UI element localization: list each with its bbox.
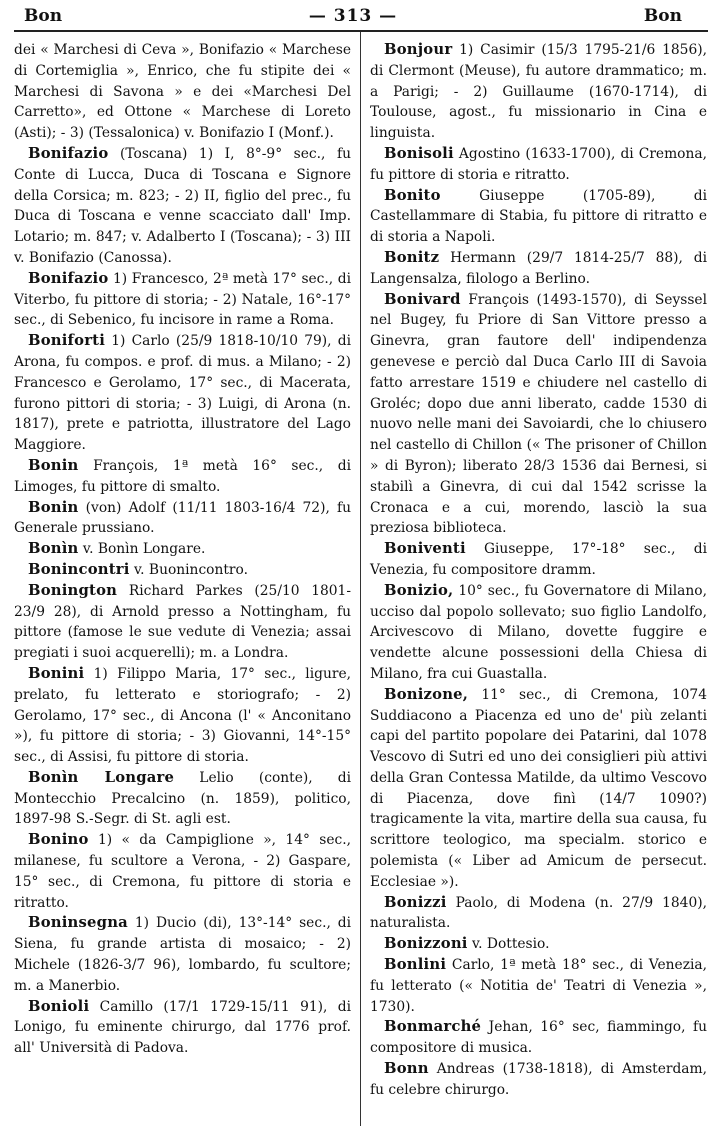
entry-headword: Bonito — [384, 186, 441, 204]
entry-headword: Bonincontri — [28, 560, 130, 578]
entry-text: 11° sec., di Cremona, 1074 Suddiacono a Piacenza ed uno de' più zelanti capi del partito popolare dei Patarini, dal 1078 Vescovo di Sutri ed uno dei consiglieri più attivi della Gran Contessa Matilde, da ultimo Vescovo di Piacenza, dove finì (14/7 1090?) tragicamente la vita, martire della sua causa, fu scrittore teologico, ma specialm. storico e polemista (« Liber ad Amicum de persecut. Ecclesiae »). — [370, 686, 707, 890]
left-column-entry — [14, 498, 351, 540]
entry-headword: Bonifazio — [28, 144, 109, 162]
entry-text: v. Dottesio. — [472, 936, 550, 953]
entry-text: 1) Filippo Maria, 17° sec., ligure, prelato, fu letterato e storiografo; - 2) Gerolamo, 17° sec., di Ancona (l' « Anconitano »), fu pittore di storia; - 3) Giovanni, 14°-15° sec., di Assisi, fu pittore di storia. — [14, 665, 351, 766]
entry-headword: Bonifazio — [28, 269, 109, 287]
header-right-word: Bon — [643, 6, 682, 26]
left-column — [14, 32, 360, 1126]
entry-headword: Boniventi — [384, 540, 466, 558]
right-column-entry — [370, 934, 707, 955]
left-column-entry — [14, 456, 351, 498]
entry-headword: Bonini — [28, 664, 85, 682]
entry-headword: Bonivard — [384, 290, 461, 308]
entry-text: (Toscana) 1) I, 8°-9° sec., fu Conte di Lucca, Duca di Toscana e Signore della Corsica; m. 823; - 2) II, figlio del prec., fu Duca di Toscana e venne scacciato dall' Imp. Lotario; m. 847; v. Adalberto I (Toscana); - 3) III v. Bonifazio (Canossa). — [14, 145, 351, 266]
entry-text: 10° sec., fu Governatore di Milano, ucciso dal popolo sollevato; suo figlio Landolfo, Arcivescovo di Milano, dovette fuggire e vendette alcune possessioni della Chiesa di Milano, fra cui Guastalla. — [370, 582, 707, 682]
entry-text: Giuseppe, 17°-18° sec., di Venezia, fu compositore dramm. — [370, 541, 707, 578]
right-column-entry — [370, 685, 707, 893]
entry-headword: Bonìn Longare — [28, 768, 175, 786]
entry-text: Andreas (1738-1818), di Amsterdam, fu celebre chirurgo. — [370, 1061, 707, 1098]
right-column-entry — [370, 248, 707, 290]
left-column-entry — [14, 997, 351, 1059]
right-column-entry — [370, 290, 707, 540]
right-column-entry — [370, 186, 707, 248]
entry-text: Jehan, 16° sec, fiammingo, fu compositore di musica. — [370, 1019, 707, 1057]
entry-headword: Boniforti — [28, 332, 106, 350]
left-column-entry — [14, 269, 351, 331]
entry-headword: Bonn — [384, 1060, 429, 1078]
left-column-entry — [14, 581, 351, 664]
left-column-entry — [14, 913, 351, 996]
entry-text: Camillo (17/1 1729-15/11 91), di Lonigo, fu eminente chirurgo, dal 1776 prof. all' Università di Padova. — [14, 998, 352, 1057]
entry-text: (von) Adolf (11/11 1803-16/4 72), fu Generale prussiano. — [14, 499, 351, 537]
left-column-entry — [14, 830, 351, 913]
entry-headword: Bonìn — [28, 540, 79, 558]
entry-headword: Bonington — [28, 581, 118, 599]
left-column-entry — [14, 331, 351, 456]
right-column-entry — [370, 1059, 707, 1101]
entry-text: Hermann (29/7 1814-25/7 88), di Langensalza, filologo a Berlino. — [370, 249, 707, 287]
entry-headword: Bonizzoni — [384, 935, 468, 953]
page-header — [14, 2, 708, 32]
left-column-entry — [14, 664, 351, 768]
right-column-entry — [370, 1017, 707, 1059]
entry-text: v. Buonincontro. — [134, 561, 248, 578]
entry-headword: Bonmarché — [384, 1018, 482, 1036]
entry-text: v. Bonìn Longare. — [82, 541, 206, 558]
entry-headword: Bonizzi — [384, 893, 447, 911]
entry-headword: Bonlini — [384, 956, 447, 974]
right-column-entry — [370, 40, 707, 144]
columns — [14, 32, 708, 1126]
entry-headword: Bonizone, — [384, 685, 469, 703]
entry-text: Lelio (conte), di Montecchio Precalcino (n. 1859), politico, 1897-98 S.-Segr. di St. agli est. — [14, 769, 351, 828]
entry-text: Agostino (1633-1700), di Cremona, fu pittore di storia e ritratto. — [370, 145, 707, 183]
entry-headword: Bonin — [28, 498, 79, 516]
entry-text: 1) Francesco, 2ª metà 17° sec., di Viterbo, fu pittore di storia; - 2) Natale, 16°-17° sec., di Sebenico, fu incisore in rame a Roma. — [14, 270, 351, 329]
entry-text: dei « Marchesi di Ceva », Bonifazio « Marchese di Cortemiglia », Enrico, che fu stipite dei « Marchesi di Savona » e dei «Marchesi Del Carretto», ed Ottone « Marchese di Loreto (Asti); - 3) (Tessalonica) v. Bonifazio I (Monf.). — [14, 42, 351, 142]
entry-headword: Bonitz — [384, 248, 440, 266]
left-column-entry — [14, 40, 351, 144]
header-left-word: Bon — [24, 6, 63, 26]
entry-text: François (1493-1570), di Seyssel nel Bugey, fu Priore di San Vittore presso a Ginevra, gran fautore dell' indipendenza genevese e perciò dal Duca Carlo III di Savoia fatto arrestare 1519 e chiudere nel castello di Groléc; dopo due anni liberato, cadde 1530 di nuovo nelle mani dei Savoiardi, che lo chiusero nel castello di Chillon (« The prisoner of Chillon » di Byron); liberato 28/3 1536 dai Bernesi, si stabilì a Ginevra, di cui dal 1542 scrisse la Cronaca e a cui, morendo, lasciò la sua preziosa biblioteca. — [370, 291, 707, 537]
right-column-entry — [370, 539, 707, 581]
entry-headword: Bonin — [28, 456, 79, 474]
left-column-entry — [14, 144, 351, 269]
entry-headword: Bonizio, — [384, 581, 454, 599]
left-column-entry — [14, 539, 351, 560]
entry-headword: Bonino — [28, 831, 89, 849]
left-column-entry — [14, 560, 351, 581]
entry-text: Giuseppe (1705-89), di Castellammare di Stabia, fu pittore di ritratto e di storia a Napoli. — [370, 187, 707, 246]
entry-headword: Boninsegna — [28, 914, 128, 932]
entry-headword: Bonioli — [28, 997, 90, 1015]
entry-text: 1) Carlo (25/9 1818-10/10 79), di Arona, fu compos. e prof. di mus. a Milano; - 2) Francesco e Gerolamo, 17° sec., di Macerata, furono pittori di storia; - 3) Luigi, di Arona (n. 1817), prete e patriotta, illustratore del Lago Maggiore. — [14, 333, 352, 454]
entry-text: 1) « da Campiglione », 14° sec., milanese, fu scultore a Verona, - 2) Gaspare, 15° sec., di Cremona, fu pittore di storia e ritratto. — [14, 832, 351, 911]
entry-text: Richard Parkes (25/10 1801-23/9 28), di Arnold presso a Nottingham, fu pittore (famose le sue vedute di Venezia; assai pregiati i suoi acquerelli); m. a Londra. — [14, 582, 351, 662]
right-column-entry — [370, 955, 707, 1017]
entry-headword: Bonisoli — [384, 144, 454, 162]
right-column-entry — [370, 144, 707, 186]
entry-text: François, 1ª metà 16° sec., di Limoges, fu pittore di smalto. — [14, 457, 351, 495]
right-column-entry — [370, 893, 707, 935]
entry-headword: Bonjour — [384, 41, 453, 58]
page-number: — 313 — — [308, 6, 398, 26]
entry-text: 1) Ducio (di), 13°-14° sec., di Siena, fu grande artista di mosaico; - 2) Michele (1826-3/7 96), lombardo, fu scultore; m. a Manerbio. — [14, 915, 352, 994]
left-column-entry — [14, 768, 351, 830]
entry-text: Carlo, 1ª metà 18° sec., di Venezia, fu letterato (« Notitia de' Teatri di Venezia », 1730). — [370, 957, 707, 1015]
entry-text: 1) Casimir (15/3 1795-21/6 1856), di Clermont (Meuse), fu autore drammatico; m. a Parigi; - 2) Guillaume (1670-1714), di Toulouse, agost., fu missionario in Cina e linguista. — [370, 42, 707, 142]
entry-text: Paolo, di Modena (n. 27/9 1840), naturalista. — [370, 894, 707, 932]
right-column — [361, 32, 707, 1126]
right-column-entry — [370, 581, 707, 685]
